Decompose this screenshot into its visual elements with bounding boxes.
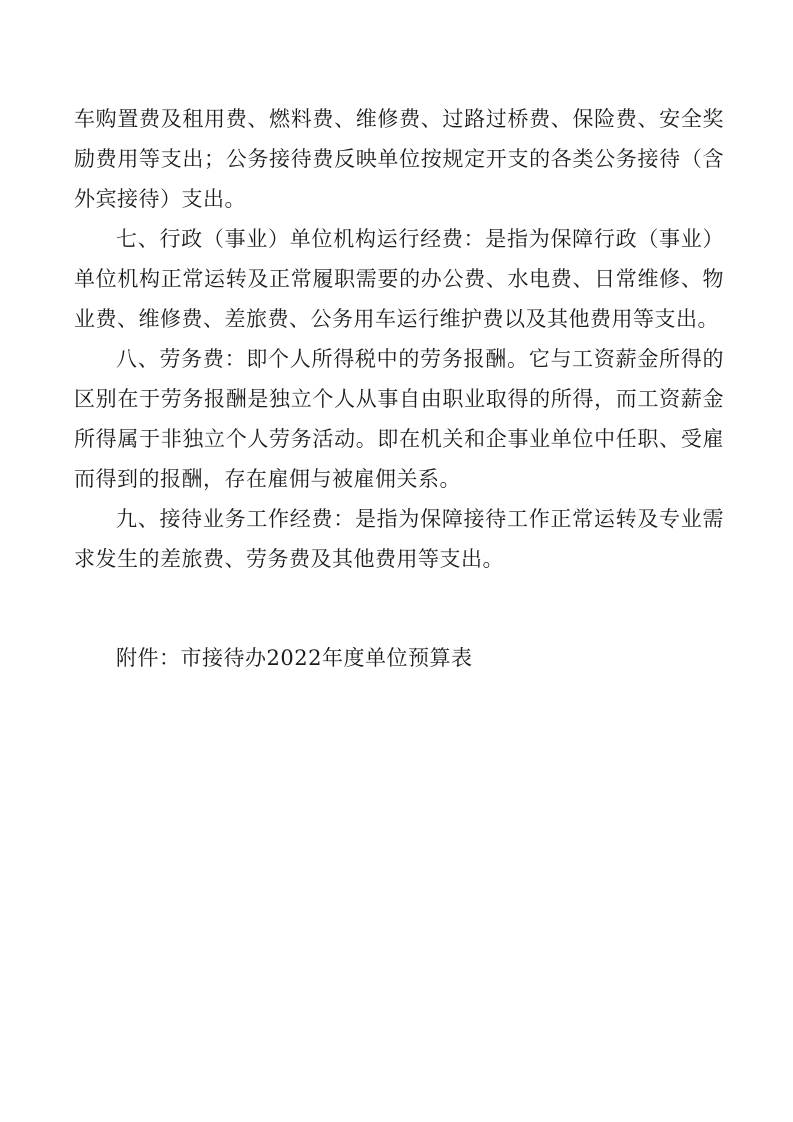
paragraph-continuation: 车购置费及租用费、燃料费、维修费、过路过桥费、保险费、安全奖励费用等支出；公务接待费反映单位按规定开支的各类公务接待（含外宾接待）支出。 [74,107,724,211]
paragraph-item-7: 七、行政（事业）单位机构运行经费：是指为保障行政（事业）单位机构正常运转及正常履职需要的办公费、水电费、日常维修、物业费、维修费、差旅费、公务用车运行维护费以及其他费用等支出。 [74,227,724,331]
paragraph-item-8: 八、劳务费：即个人所得税中的劳务报酬。它与工资薪金所得的区别在于劳务报酬是独立个人从事自由职业取得的所得，而工资薪金所得属于非独立个人劳务活动。即在机关和企事业单位中任职、受雇而得到的报酬，存在雇佣与被雇佣关系。 [74,347,724,491]
attachment-note: 附件：市接待办2022年度单位预算表 [116,646,473,670]
attachment-section [74,638,724,678]
paragraph-item-9: 九、接待业务工作经费：是指为保障接待工作正常运转及专业需求发生的差旅费、劳务费及其他费用等支出。 [74,507,724,571]
document-body [74,99,724,579]
